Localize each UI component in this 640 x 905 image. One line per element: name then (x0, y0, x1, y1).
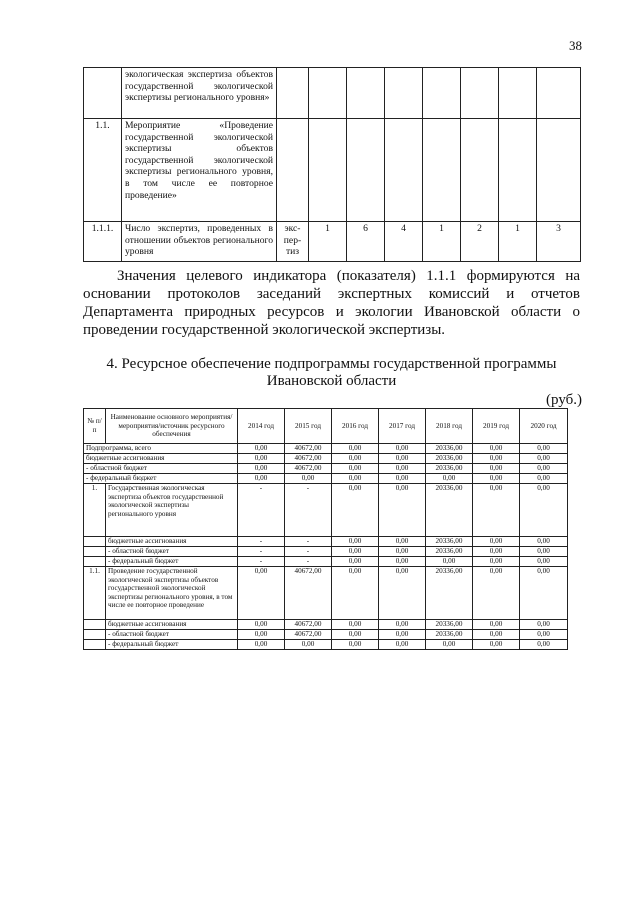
row-value: - (285, 557, 332, 567)
row-value: 0,00 (473, 567, 520, 620)
row-value: 0,00 (520, 474, 568, 484)
row-value (309, 119, 347, 222)
row-value: 0,00 (238, 474, 285, 484)
row-value: 40672,00 (285, 444, 332, 454)
table-row (84, 68, 581, 119)
row-value: 40672,00 (285, 464, 332, 474)
row-name: - федеральный бюджет (84, 474, 238, 484)
row-value: 40672,00 (285, 630, 332, 640)
row-value: 20336,00 (426, 454, 473, 464)
header-year: 2015 год (285, 409, 332, 444)
row-value: 0,00 (332, 537, 379, 547)
row-value: 20336,00 (426, 630, 473, 640)
row-value: 1 (499, 222, 537, 262)
row-value (461, 68, 499, 119)
row-name: - областной бюджет (106, 547, 238, 557)
row-value: 0,00 (379, 454, 426, 464)
row-value: 0,00 (379, 547, 426, 557)
note-line: основании протоколов заседаний экспертных комиссий и отчетов (83, 286, 580, 302)
header-year: 2018 год (426, 409, 473, 444)
row-value: 0,00 (238, 620, 285, 630)
row-value: 0,00 (473, 620, 520, 630)
row-value (385, 119, 423, 222)
row-value: 0,00 (473, 630, 520, 640)
row-value: - (285, 537, 332, 547)
header-year: 2017 год (379, 409, 426, 444)
row-value: 0,00 (379, 620, 426, 630)
row-value (499, 119, 537, 222)
header-year: 2020 год (520, 409, 568, 444)
row-value: 0,00 (520, 557, 568, 567)
row-value: 0,00 (520, 484, 568, 537)
row-value: 0,00 (520, 630, 568, 640)
row-name: Число экспертиз, проведенных в отношении объектов регионального уровня (122, 222, 277, 262)
row-value: 40672,00 (285, 567, 332, 620)
row-value: 0,00 (520, 640, 568, 650)
indicator-table (83, 67, 581, 262)
row-value (461, 119, 499, 222)
row-value: 0,00 (379, 640, 426, 650)
row-value: 0,00 (473, 537, 520, 547)
row-value: - (285, 547, 332, 557)
row-value: 0,00 (332, 630, 379, 640)
row-name: Государственная экологическая экспертиза объектов государственной экологической экспертизы регионального уровня (106, 484, 238, 537)
row-value: 0,00 (332, 484, 379, 537)
table-row (84, 454, 568, 464)
row-value: 0,00 (379, 464, 426, 474)
row-value: 0,00 (520, 620, 568, 630)
row-value: 0,00 (379, 567, 426, 620)
table-row (84, 222, 581, 262)
row-value: 20336,00 (426, 537, 473, 547)
row-value: 1 (423, 222, 461, 262)
row-value: 20336,00 (426, 547, 473, 557)
row-value: 0,00 (473, 474, 520, 484)
row-value: 0,00 (238, 630, 285, 640)
row-value: 0,00 (426, 557, 473, 567)
row-name: бюджетные ассигнования (84, 454, 238, 464)
row-value: 3 (537, 222, 581, 262)
table-row (84, 537, 568, 547)
row-unit: экс-пер-тиз (277, 222, 309, 262)
row-value: 0,00 (238, 444, 285, 454)
row-value: 0,00 (520, 464, 568, 474)
row-value: 0,00 (238, 454, 285, 464)
row-value: 0,00 (238, 567, 285, 620)
row-value: 0,00 (520, 444, 568, 454)
table-row (84, 620, 568, 630)
row-value (385, 68, 423, 119)
row-name: Мероприятие «Проведение государственной экологической экспертизы объектов государственной экологической экспертизы регионального уровня, в том числе ее повторное проведение» (122, 119, 277, 222)
row-number: 1. (84, 484, 106, 537)
row-number (84, 620, 106, 630)
row-name: Проведение государственной экологической экспертизы объектов государственной экологической экспертизы регионального уровня, в том числе ее повторное проведение (106, 567, 238, 620)
row-value: 0,00 (332, 454, 379, 464)
row-value (309, 68, 347, 119)
header-num: № п/п (84, 409, 106, 444)
row-value: 0,00 (426, 474, 473, 484)
row-value (537, 68, 581, 119)
row-value: - (238, 547, 285, 557)
currency-unit: (руб.) (546, 392, 582, 408)
table-row (84, 557, 568, 567)
resource-table (83, 408, 568, 650)
row-name: - областной бюджет (84, 464, 238, 474)
row-value: 20336,00 (426, 464, 473, 474)
table-row (84, 630, 568, 640)
row-value: 0,00 (332, 640, 379, 650)
indicator-note (83, 267, 580, 339)
row-value: 0,00 (332, 567, 379, 620)
row-value: 0,00 (332, 444, 379, 454)
row-value: 0,00 (238, 640, 285, 650)
row-value (347, 119, 385, 222)
note-line: Департамента природных ресурсов и экологии Ивановской области о (83, 304, 580, 320)
row-value: 0,00 (473, 557, 520, 567)
row-name: бюджетные ассигнования (106, 620, 238, 630)
row-value: 20336,00 (426, 620, 473, 630)
row-value (423, 119, 461, 222)
row-value: 20336,00 (426, 567, 473, 620)
table-row (84, 640, 568, 650)
header-year: 2014 год (238, 409, 285, 444)
row-name: экологическая экспертиза объектов государственной экологической экспертизы регионального уровня» (122, 68, 277, 119)
row-unit (277, 68, 309, 119)
row-value: 0,00 (285, 474, 332, 484)
page-number: 38 (569, 38, 582, 53)
section-heading (83, 356, 580, 390)
heading-line: Ивановской области (266, 373, 397, 389)
row-name: - федеральный бюджет (106, 557, 238, 567)
row-value: 2 (461, 222, 499, 262)
row-number (84, 630, 106, 640)
row-value: 0,00 (379, 474, 426, 484)
row-number (84, 640, 106, 650)
table-row (84, 119, 581, 222)
row-value: 0,00 (332, 557, 379, 567)
row-value: 20336,00 (426, 444, 473, 454)
table-row (84, 464, 568, 474)
row-value: 40672,00 (285, 454, 332, 464)
row-value: 0,00 (332, 474, 379, 484)
note-line: проведении государственной экологической экспертизы. (83, 322, 446, 338)
row-name: - федеральный бюджет (106, 640, 238, 650)
row-number (84, 68, 122, 119)
header-name: Наименование основного мероприятия/ мероприятия/источник ресурсного обеспечения (106, 409, 238, 444)
row-value: 0,00 (332, 464, 379, 474)
row-value (347, 68, 385, 119)
heading-line: 4. Ресурсное обеспечение подпрограммы государственной программы (106, 356, 557, 372)
row-unit (277, 119, 309, 222)
row-value: 0,00 (520, 454, 568, 464)
note-line: Значения целевого индикатора (показателя) 1.1.1 формируются на (117, 268, 580, 284)
row-name: бюджетные ассигнования (106, 537, 238, 547)
row-value: - (238, 484, 285, 537)
table-header-row (84, 409, 568, 444)
row-value: 0,00 (520, 537, 568, 547)
table-row (84, 474, 568, 484)
header-year: 2016 год (332, 409, 379, 444)
table-row (84, 484, 568, 537)
header-year: 2019 год (473, 409, 520, 444)
row-value: 0,00 (473, 444, 520, 454)
row-value: - (238, 537, 285, 547)
row-value: 0,00 (473, 547, 520, 557)
row-value: 0,00 (332, 547, 379, 557)
row-value: 0,00 (379, 484, 426, 537)
row-value: 0,00 (379, 557, 426, 567)
table-row (84, 444, 568, 454)
row-value: 4 (385, 222, 423, 262)
row-value: 0,00 (332, 620, 379, 630)
row-value: 6 (347, 222, 385, 262)
table-row (84, 567, 568, 620)
row-number: 1.1. (84, 567, 106, 620)
row-value: 0,00 (238, 464, 285, 474)
row-value: 0,00 (285, 640, 332, 650)
row-value: 0,00 (379, 537, 426, 547)
row-value: 0,00 (473, 464, 520, 474)
row-value: 0,00 (473, 454, 520, 464)
table-row (84, 547, 568, 557)
row-value (423, 68, 461, 119)
row-value: 0,00 (473, 640, 520, 650)
row-number: 1.1. (84, 119, 122, 222)
row-value: - (285, 484, 332, 537)
row-number (84, 537, 106, 547)
row-value (499, 68, 537, 119)
row-value: 0,00 (520, 567, 568, 620)
row-value: 0,00 (379, 630, 426, 640)
row-name: - областной бюджет (106, 630, 238, 640)
row-value: 0,00 (379, 444, 426, 454)
row-value: 0,00 (473, 484, 520, 537)
row-value: 20336,00 (426, 484, 473, 537)
row-value: 0,00 (426, 640, 473, 650)
row-value: 0,00 (520, 547, 568, 557)
row-name: Подпрограмма, всего (84, 444, 238, 454)
row-value (537, 119, 581, 222)
row-value: 1 (309, 222, 347, 262)
row-number: 1.1.1. (84, 222, 122, 262)
row-value: - (238, 557, 285, 567)
row-number (84, 557, 106, 567)
row-value: 40672,00 (285, 620, 332, 630)
row-number (84, 547, 106, 557)
